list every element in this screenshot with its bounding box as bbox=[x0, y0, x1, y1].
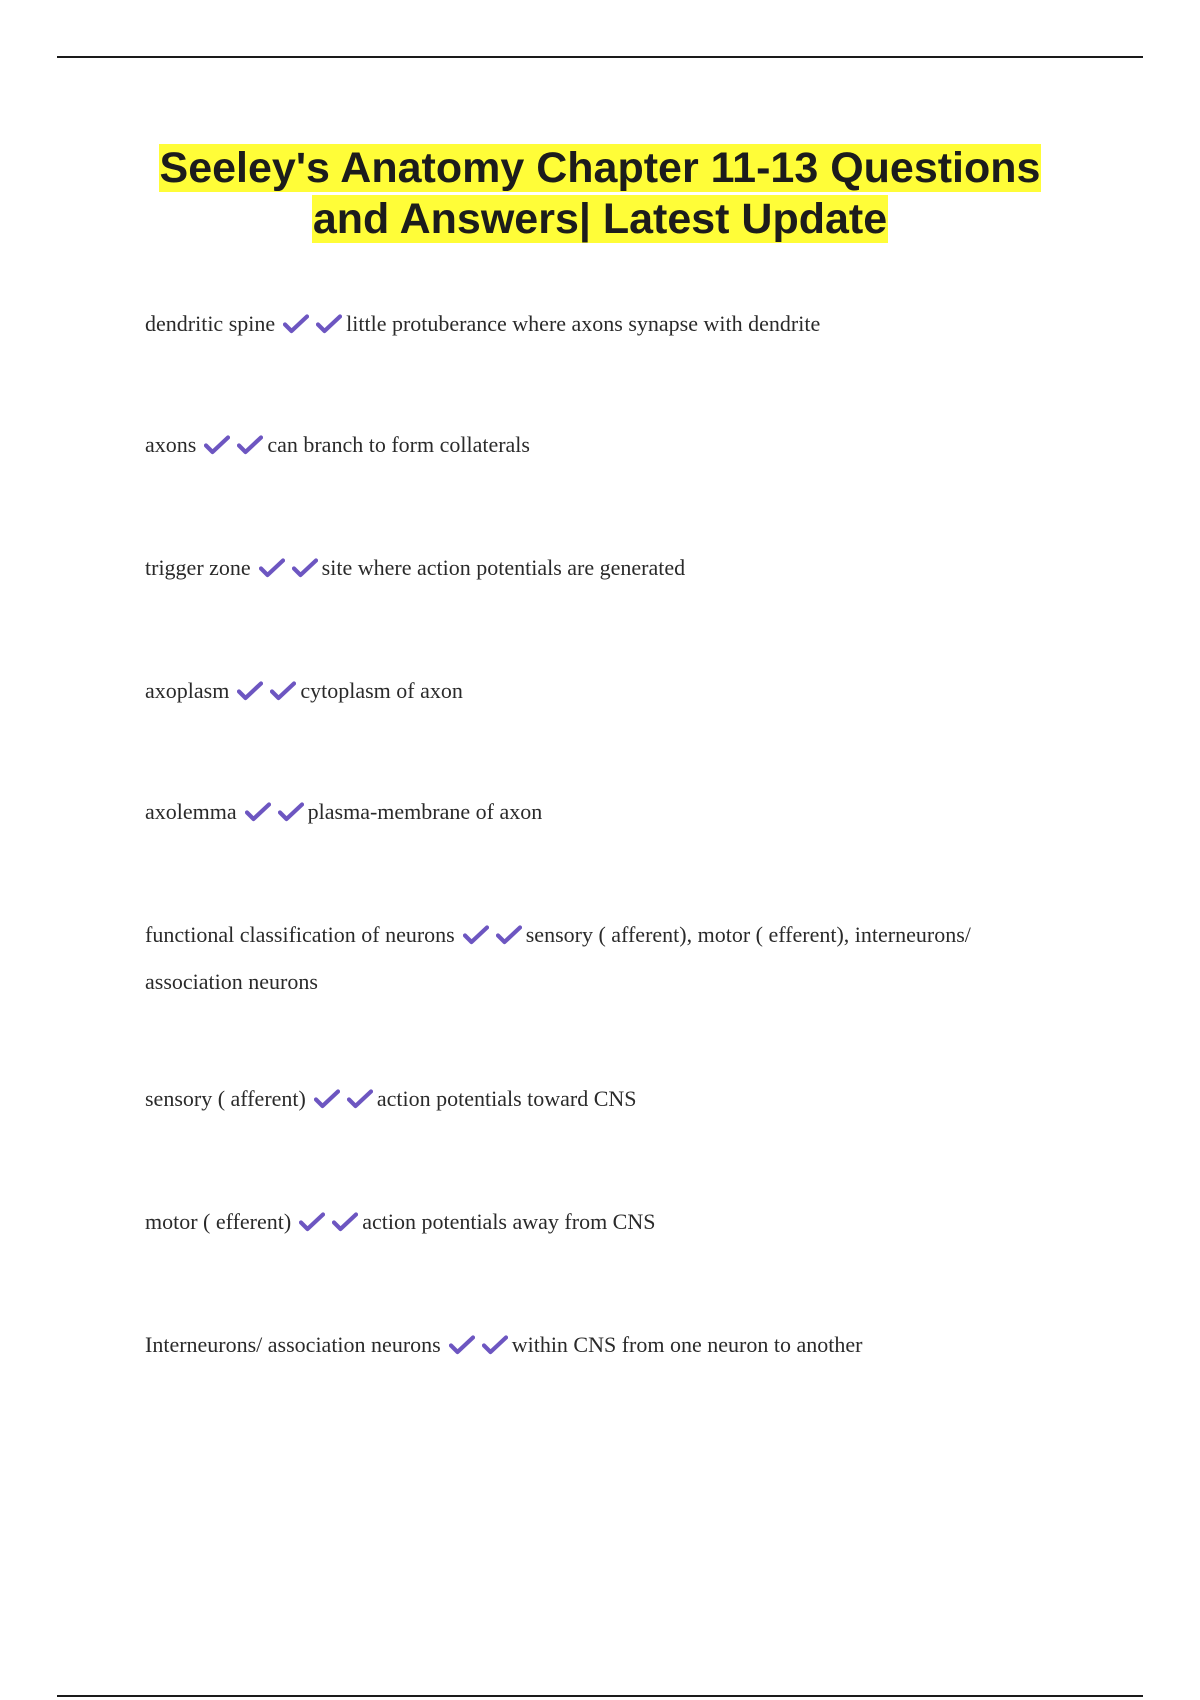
qa-term: axoplasm bbox=[145, 678, 230, 703]
qa-item-axoplasm bbox=[145, 669, 1065, 716]
qa-term: sensory ( afferent) bbox=[145, 1086, 306, 1111]
checkmark-icon bbox=[463, 925, 489, 945]
qa-answer: plasma-membrane of axon bbox=[307, 799, 543, 824]
qa-answer: little protuberance where axons synapse with dendrite bbox=[346, 311, 821, 336]
checkmark-icon bbox=[299, 1212, 325, 1232]
check-pair bbox=[314, 1080, 373, 1124]
top-rule bbox=[57, 56, 1143, 58]
check-pair bbox=[237, 672, 296, 716]
qa-item-trigger-zone bbox=[145, 546, 1065, 593]
qa-answer: action potentials away from CNS bbox=[362, 1209, 656, 1234]
qa-answer: site where action potentials are generated bbox=[321, 555, 686, 580]
qa-item-axolemma bbox=[145, 790, 1065, 837]
check-pair bbox=[449, 1326, 508, 1370]
checkmark-icon bbox=[347, 1089, 373, 1109]
check-pair bbox=[245, 793, 304, 837]
checkmark-icon bbox=[204, 435, 230, 455]
title-line-1 bbox=[0, 143, 1200, 194]
qa-term: dendritic spine bbox=[145, 311, 276, 336]
checkmark-icon bbox=[292, 558, 318, 578]
checkmark-icon bbox=[237, 435, 263, 455]
checkmark-icon bbox=[496, 925, 522, 945]
qa-item-interneurons bbox=[145, 1323, 1065, 1370]
qa-term: trigger zone bbox=[145, 555, 251, 580]
title-highlight-2: and Answers| Latest Update bbox=[312, 195, 888, 243]
checkmark-icon bbox=[259, 558, 285, 578]
qa-answer: cytoplasm of axon bbox=[300, 678, 463, 703]
bottom-rule bbox=[57, 1695, 1143, 1697]
page-title bbox=[0, 143, 1200, 245]
title-highlight-1: Seeley's Anatomy Chapter 11-13 Questions bbox=[159, 144, 1041, 192]
qa-answer: can branch to form collaterals bbox=[267, 432, 530, 457]
qa-term: Interneurons/ association neurons bbox=[145, 1332, 441, 1357]
checkmark-icon bbox=[449, 1335, 475, 1355]
check-pair bbox=[299, 1203, 358, 1247]
qa-item-dendritic-spine bbox=[145, 302, 1065, 349]
checkmark-icon bbox=[237, 681, 263, 701]
qa-term: axons bbox=[145, 432, 197, 457]
qa-item-motor bbox=[145, 1200, 1065, 1247]
qa-item-sensory bbox=[145, 1077, 1065, 1124]
checkmark-icon bbox=[482, 1335, 508, 1355]
checkmark-icon bbox=[278, 802, 304, 822]
checkmark-icon bbox=[316, 314, 342, 334]
qa-term: axolemma bbox=[145, 799, 237, 824]
check-pair bbox=[283, 305, 342, 349]
qa-term: motor ( efferent) bbox=[145, 1209, 292, 1234]
checkmark-icon bbox=[245, 802, 271, 822]
checkmark-icon bbox=[314, 1089, 340, 1109]
check-pair bbox=[463, 916, 522, 960]
checkmark-icon bbox=[270, 681, 296, 701]
qa-term: functional classification of neurons bbox=[145, 922, 455, 947]
qa-item-functional-classification bbox=[145, 913, 1065, 1004]
title-line-2 bbox=[0, 194, 1200, 245]
qa-answer: within CNS from one neuron to another bbox=[511, 1332, 863, 1357]
checkmark-icon bbox=[332, 1212, 358, 1232]
checkmark-icon bbox=[283, 314, 309, 334]
check-pair bbox=[259, 549, 318, 593]
qa-answer: action potentials toward CNS bbox=[376, 1086, 637, 1111]
qa-answer: sensory ( afferent), motor ( efferent), interneurons/ association neurons bbox=[145, 922, 971, 994]
check-pair bbox=[204, 426, 263, 470]
qa-item-axons bbox=[145, 423, 1065, 470]
